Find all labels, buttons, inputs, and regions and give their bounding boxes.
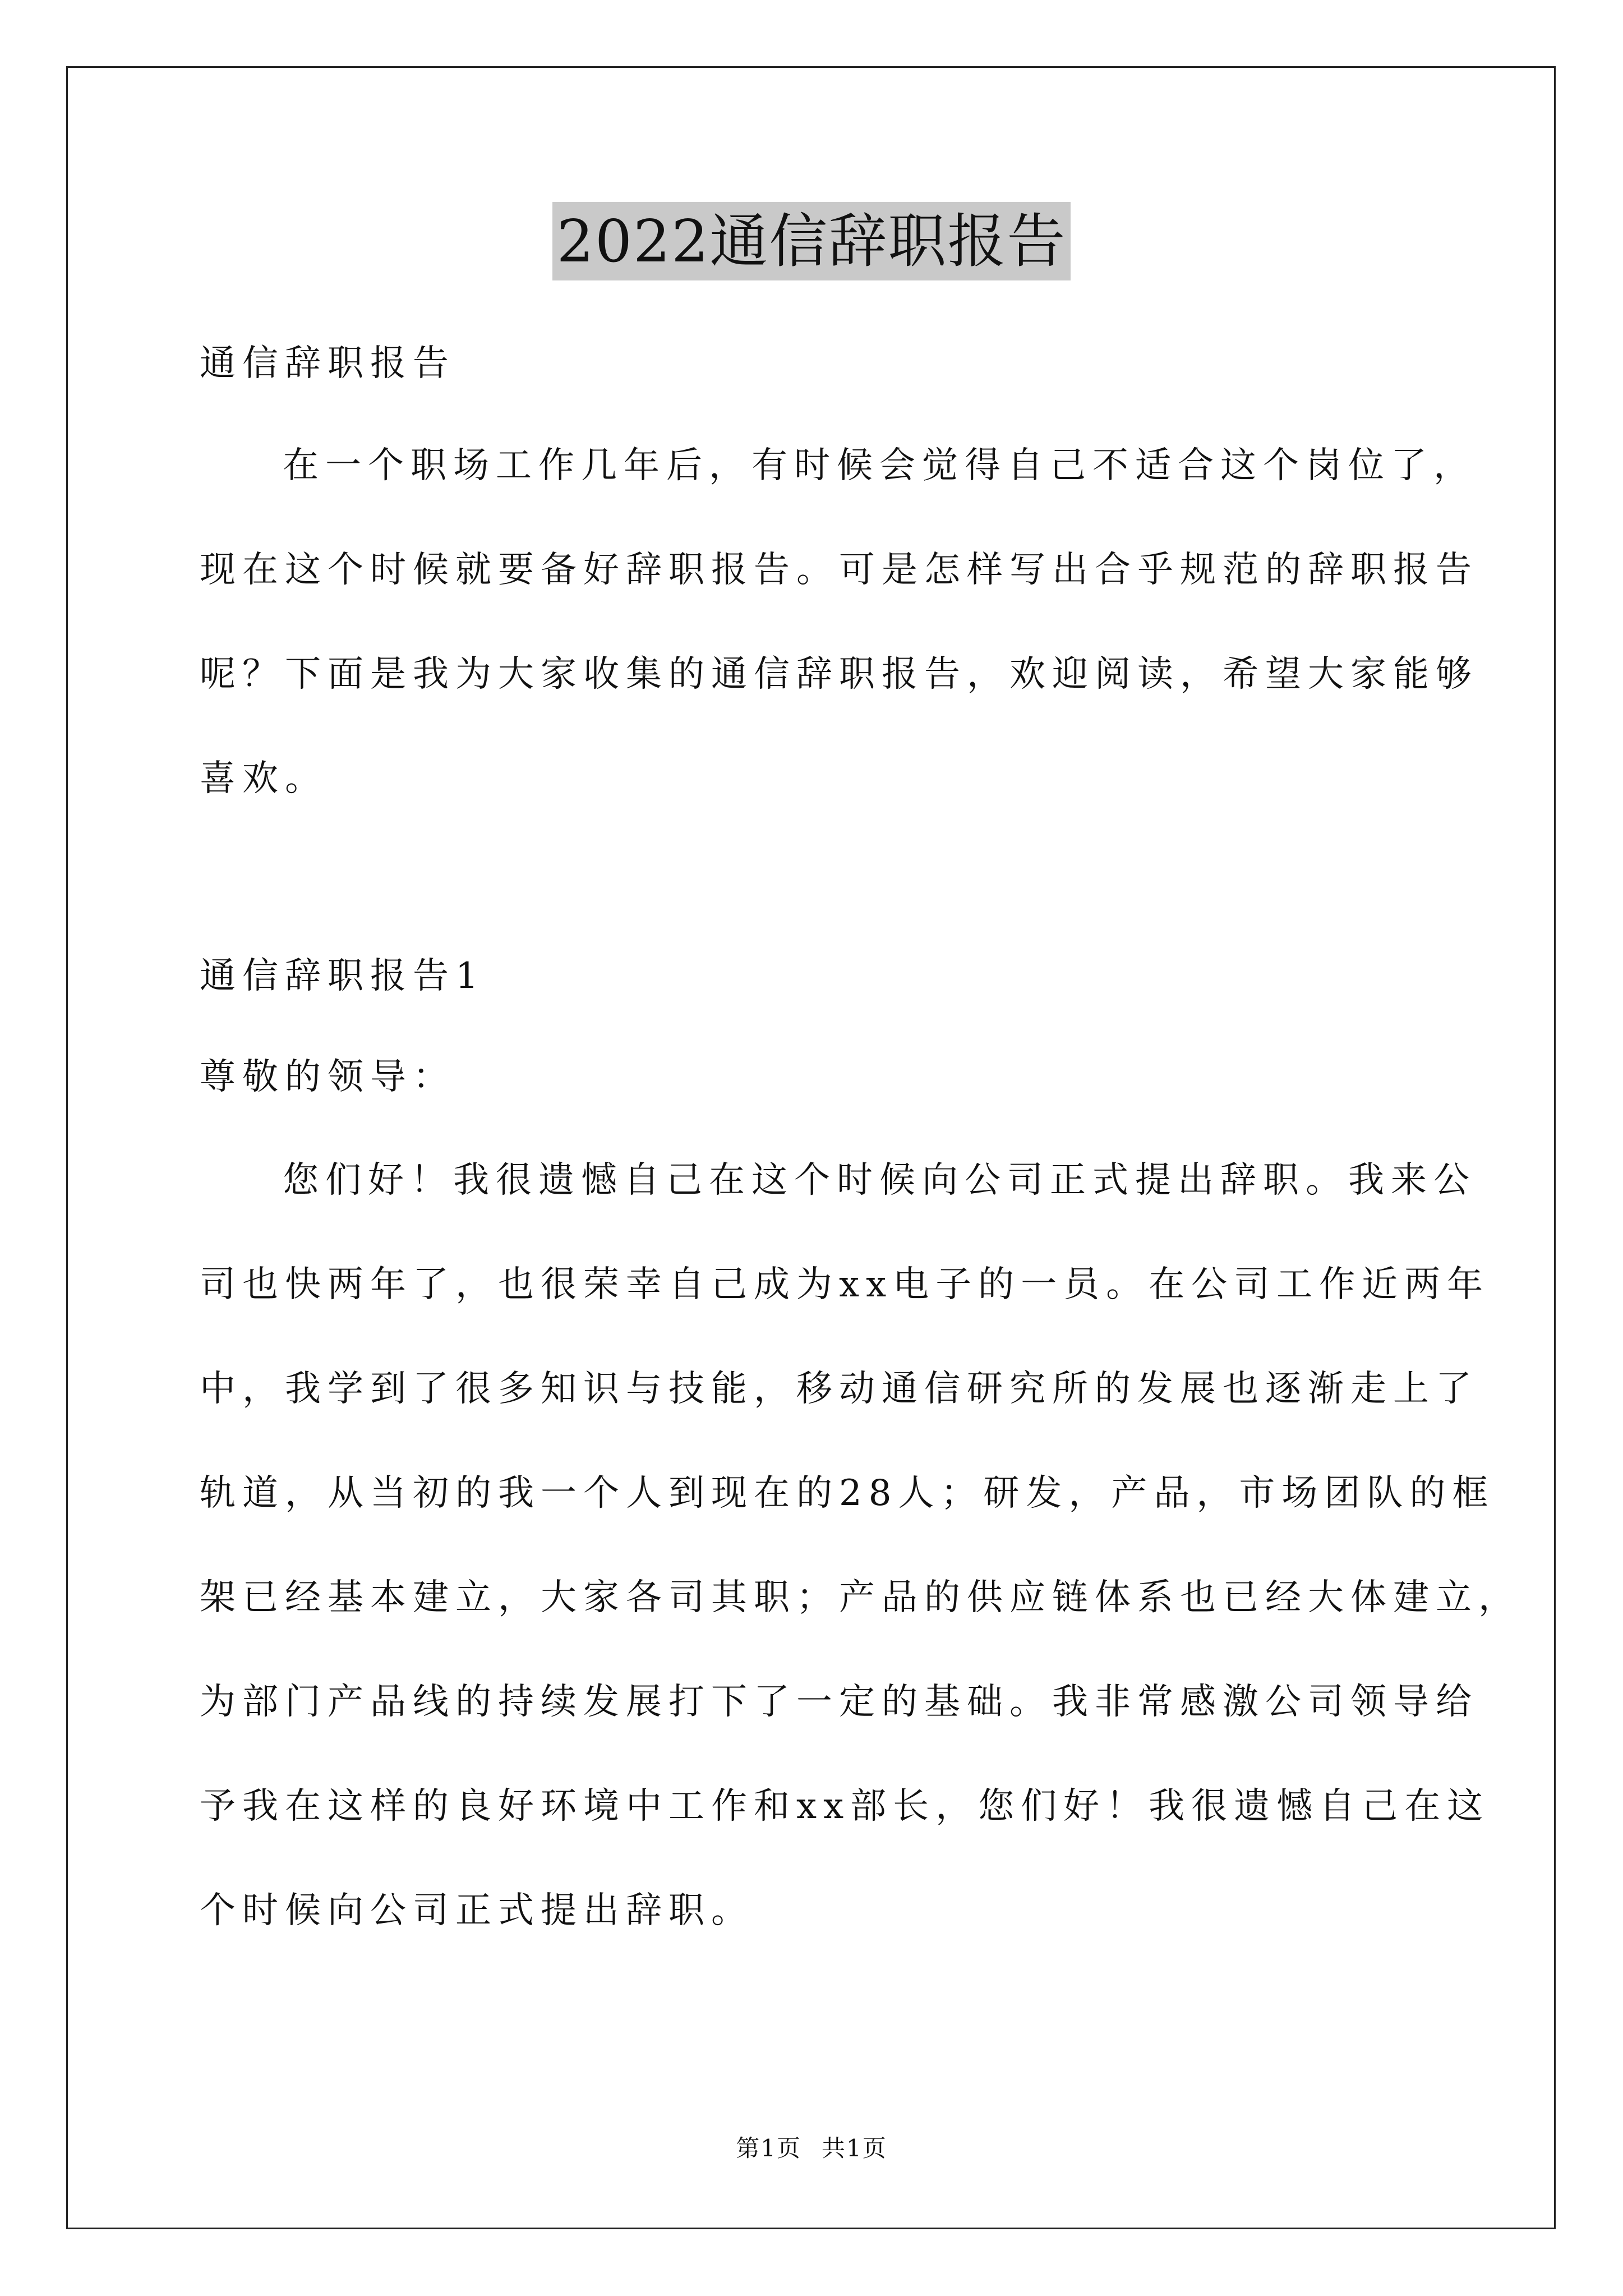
page-number: 第1页 xyxy=(736,2134,801,2162)
paragraph-line: 呢？下面是我为大家收集的通信辞职报告，欢迎阅读，希望大家能够 xyxy=(200,654,1478,695)
paragraph-line: 为部门产品线的持续发展打下了一定的基础。我非常感激公司领导给 xyxy=(200,1681,1478,1723)
paragraph-line: 司也快两年了，也很荣幸自己成为xx电子的一员。在公司工作近两年 xyxy=(200,1264,1490,1305)
paragraph-line: 架已经基本建立，大家各司其职；产品的供应链体系也已经大体建立， xyxy=(200,1577,1521,1618)
paragraph-line: 现在这个时候就要备好辞职报告。可是怎样写出合乎规范的辞职报告 xyxy=(200,549,1478,591)
paragraph-line: 在一个职场工作几年后，有时候会觉得自己不适合这个岗位了， xyxy=(283,445,1476,486)
paragraph-line: 予我在这样的良好环境中工作和xx部长，您们好！我很遗憾自己在这 xyxy=(200,1786,1490,1827)
paragraph-line: 中，我学到了很多知识与技能，移动通信研究所的发展也逐渐走上了 xyxy=(200,1368,1478,1410)
section-heading: 通信辞职报告 xyxy=(200,343,455,384)
document-title: 2022通信辞职报告 xyxy=(552,202,1071,280)
paragraph-line: 您们好！我很遗憾自己在这个时候向公司正式提出辞职。我来公 xyxy=(283,1159,1476,1201)
paragraph-line: 喜欢。 xyxy=(200,758,328,799)
paragraph-line: 个时候向公司正式提出辞职。 xyxy=(200,1890,754,1931)
salutation: 尊敬的领导： xyxy=(200,1056,455,1098)
page-footer xyxy=(0,2132,1623,2165)
page-count: 共1页 xyxy=(822,2134,887,2162)
paragraph-line: 轨道，从当初的我一个人到现在的28人；研发，产品，市场团队的框 xyxy=(200,1473,1495,1514)
title-container xyxy=(0,202,1623,280)
section-heading: 通信辞职报告1 xyxy=(200,955,485,997)
